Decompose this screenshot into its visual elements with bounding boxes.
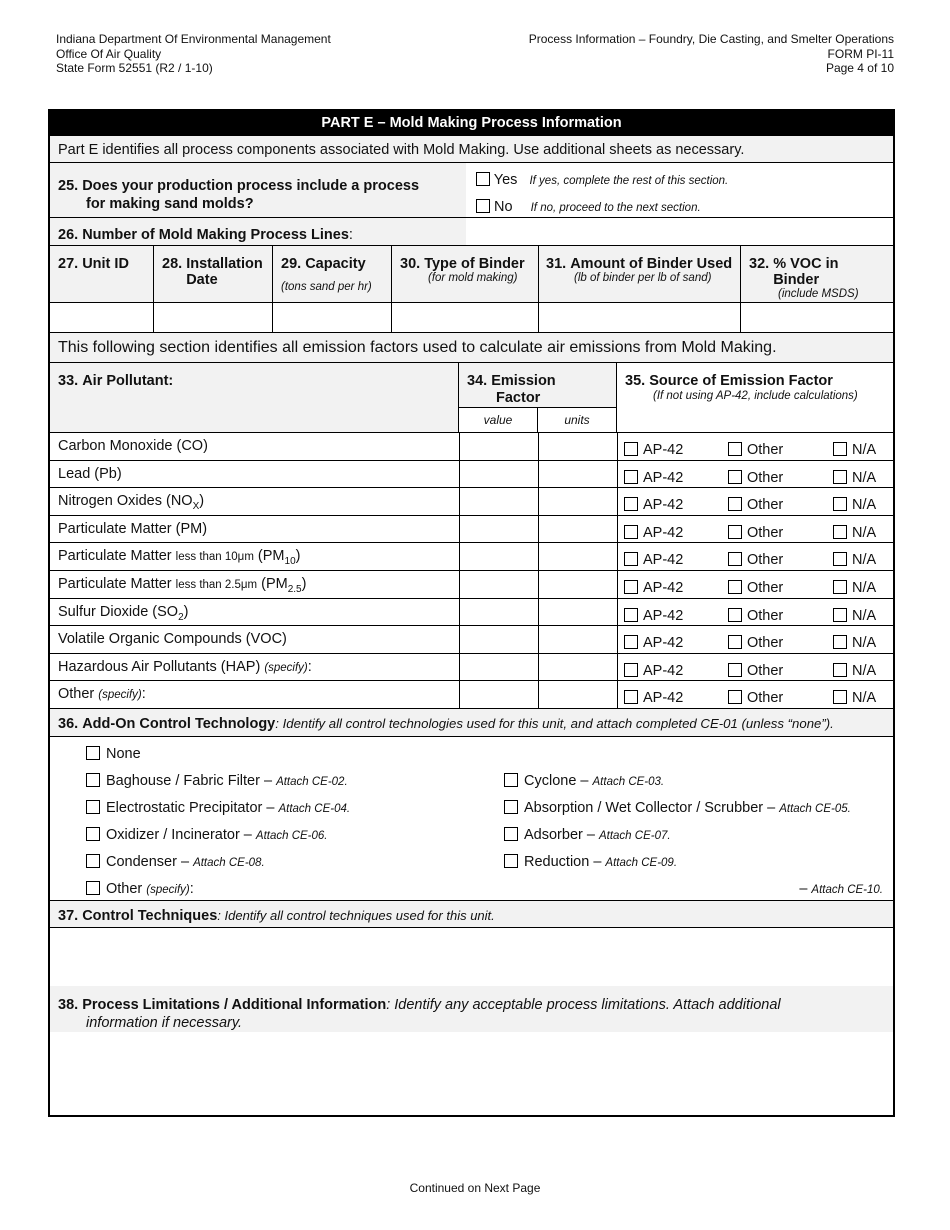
q36-options — [50, 737, 893, 901]
control-option-none[interactable] — [86, 746, 141, 762]
cyclone-checkbox[interactable] — [504, 773, 518, 787]
q34-units-header: units — [564, 413, 590, 427]
pollutant-hap-colon: : — [307, 659, 312, 675]
source-other-checkbox[interactable] — [728, 497, 742, 511]
source-na-checkbox[interactable] — [833, 525, 847, 539]
control-option-other[interactable] — [86, 881, 194, 897]
ef-intro-row — [50, 333, 893, 363]
source-other-option-so2[interactable] — [728, 608, 783, 624]
q26-label: Number of Mold Making Process Lines — [82, 227, 349, 243]
q36-number: 36. — [58, 716, 79, 732]
pollutant-table-header — [50, 363, 893, 433]
source-ap42-option-co[interactable] — [624, 442, 683, 458]
source-ap42-option-pb[interactable] — [624, 470, 683, 486]
q25-text-line2: for making sand molds? — [86, 196, 254, 212]
ef-units-input-hap[interactable] — [539, 654, 617, 680]
pollutant-label — [58, 493, 204, 512]
other-control-checkbox[interactable] — [86, 881, 100, 895]
q38-note-line1: : Identify any acceptable process limitations. Attach additional — [386, 997, 781, 1013]
agency-name: Indiana Department Of Environmental Management — [56, 32, 331, 46]
header-right — [529, 32, 894, 76]
pollutant-other-colon: : — [141, 686, 146, 702]
reduction-dash: – — [589, 854, 606, 870]
col27-label: Unit ID — [82, 256, 129, 272]
ef-units-input-so2[interactable] — [539, 599, 617, 625]
source-na-option-pb[interactable] — [833, 470, 876, 486]
source-other-label: Other — [747, 690, 784, 706]
source-na-checkbox[interactable] — [833, 608, 847, 622]
source-ap42-label: AP-42 — [643, 470, 684, 486]
q36-note: : Identify all control technologies used for this unit, and attach completed CE-01 (unless “none”). — [275, 716, 834, 731]
source-ap42-option-nox[interactable] — [624, 497, 683, 513]
q26-label-cell — [50, 218, 466, 245]
source-ap42-checkbox[interactable] — [624, 580, 638, 594]
oxidizer-attach: Attach CE-06. — [255, 830, 328, 842]
q35-label: Source of Emission Factor — [649, 373, 833, 389]
control-option-baghouse[interactable] — [86, 773, 348, 789]
q25-question — [50, 163, 466, 217]
other-control-specify: (specify) — [146, 884, 190, 896]
absorption-attach: Attach CE-05. — [779, 803, 851, 815]
source-other-label: Other — [747, 442, 784, 458]
pollutant-other-text: Other — [58, 686, 95, 702]
pollutant-so2-sub: 2 — [178, 611, 184, 623]
ef-units-input-pm10[interactable] — [539, 543, 617, 570]
source-na-checkbox[interactable] — [833, 497, 847, 511]
ef-units-input-other[interactable] — [539, 681, 617, 708]
pollutant-pm25-qualifier: less than 2.5μm — [175, 579, 258, 591]
reduction-label: Reduction — [524, 854, 590, 870]
q38-label: Process Limitations / Additional Information — [82, 997, 387, 1013]
pollutant-label — [58, 631, 287, 647]
ef-value-input-pm25[interactable] — [460, 571, 538, 598]
source-ap42-option-voc[interactable] — [624, 635, 683, 651]
yes-note: If yes, complete the rest of this section. — [529, 175, 729, 187]
esp-dash: – — [262, 800, 279, 816]
source-na-checkbox[interactable] — [833, 580, 847, 594]
none-label: None — [106, 746, 141, 762]
absorption-checkbox[interactable] — [504, 800, 518, 814]
source-na-option-pm[interactable] — [833, 525, 876, 541]
yes-checkbox[interactable] — [476, 172, 490, 186]
source-na-label: N/A — [852, 608, 877, 624]
control-option-absorption[interactable] — [504, 800, 851, 816]
source-ap42-label: AP-42 — [643, 608, 684, 624]
pollutant-label — [58, 438, 208, 454]
source-na-label: N/A — [852, 635, 877, 651]
source-ap42-option-hap[interactable] — [624, 663, 683, 679]
source-other-option-co[interactable] — [728, 442, 783, 458]
source-ap42-option-so2[interactable] — [624, 608, 683, 624]
pollutant-hap-text: Hazardous Air Pollutants (HAP) — [58, 659, 261, 675]
esp-checkbox[interactable] — [86, 800, 100, 814]
other-control-label: Other — [106, 881, 143, 897]
col31-sub: (lb of binder per lb of sand) — [574, 272, 712, 284]
other-control-colon: : — [189, 881, 194, 897]
adsorber-attach: Attach CE-07. — [598, 830, 671, 842]
pollutant-pm10-text: Particulate Matter — [58, 548, 176, 564]
source-other-label: Other — [747, 663, 784, 679]
source-other-checkbox[interactable] — [728, 525, 742, 539]
control-option-esp[interactable] — [86, 800, 350, 816]
office-name: Office Of Air Quality — [56, 46, 162, 61]
ef-units-input-co[interactable] — [539, 433, 617, 460]
q34-number: 34. — [467, 373, 488, 389]
voc-percent-input[interactable] — [741, 303, 893, 332]
pollutant-pm25-sub: 2.5 — [287, 583, 302, 595]
col29-number: 29. — [281, 256, 302, 272]
q34-label-line2: Factor — [496, 390, 541, 406]
q26-colon: : — [348, 227, 353, 243]
ef-value-input-pm10[interactable] — [460, 543, 538, 570]
q37-header-row — [50, 901, 893, 928]
col-installation-date — [154, 246, 273, 302]
reduction-checkbox[interactable] — [504, 854, 518, 868]
source-other-label: Other — [747, 635, 784, 651]
divider-units-source — [617, 433, 618, 709]
source-ap42-option-pm[interactable] — [624, 525, 683, 541]
source-na-checkbox[interactable] — [833, 635, 847, 649]
source-ap42-label: AP-42 — [643, 635, 684, 651]
continued-footer: Continued on Next Page — [409, 1181, 541, 1195]
pollutant-label — [58, 548, 300, 567]
pollutant-label — [58, 466, 122, 482]
col30-label: Type of Binder — [424, 256, 525, 272]
form-part-e — [48, 109, 895, 1117]
pollutant-pm25-text: Particulate Matter — [58, 576, 176, 592]
col-unit-id — [50, 246, 154, 302]
col29-label: Capacity — [305, 256, 366, 272]
source-other-checkbox[interactable] — [728, 635, 742, 649]
form-id: FORM PI-11 — [827, 46, 894, 61]
source-other-checkbox[interactable] — [728, 690, 742, 704]
pollutant-label — [58, 659, 312, 675]
source-ap42-label: AP-42 — [643, 442, 684, 458]
oxidizer-checkbox[interactable] — [86, 827, 100, 841]
pollutant-nox-sub: X — [192, 500, 200, 512]
source-ap42-label: AP-42 — [643, 690, 684, 706]
pollutant-so2-close: ) — [183, 604, 189, 620]
adsorber-label: Adsorber — [524, 827, 583, 843]
source-na-option-nox[interactable] — [833, 497, 876, 513]
q38-header-row — [50, 986, 893, 1032]
pollutant-label — [58, 521, 207, 537]
reduction-attach: Attach CE-09. — [605, 857, 678, 869]
intro-text: Part E identifies all process components associated with Mold Making. Use additional sheets as necessary. — [58, 142, 745, 158]
col-binder-amount — [539, 246, 741, 302]
source-ap42-option-pm25[interactable] — [624, 580, 683, 596]
pollutant-hap-specify: (specify) — [264, 662, 308, 674]
source-other-checkbox[interactable] — [728, 663, 742, 677]
source-other-option-pm25[interactable] — [728, 580, 783, 596]
baghouse-label: Baghouse / Fabric Filter — [106, 773, 260, 789]
control-option-adsorber[interactable] — [504, 827, 671, 843]
source-ap42-label: AP-42 — [643, 497, 684, 513]
col-source-factor — [617, 363, 893, 432]
source-ap42-checkbox[interactable] — [624, 470, 638, 484]
ef-value-input-other[interactable] — [460, 681, 538, 708]
source-na-checkbox[interactable] — [833, 552, 847, 566]
col-binder-type — [392, 246, 539, 302]
source-other-label: Other — [747, 580, 784, 596]
pollutant-voc-text: Volatile Organic Compounds (VOC) — [58, 631, 287, 647]
q37-label: Control Techniques — [82, 908, 218, 924]
source-na-label: N/A — [852, 470, 877, 486]
col28-number: 28. — [162, 256, 183, 272]
source-ap42-label: AP-42 — [643, 580, 684, 596]
condenser-label: Condenser — [106, 854, 177, 870]
ef-value-input-nox[interactable] — [460, 488, 538, 515]
ef-units-input-pb[interactable] — [539, 461, 617, 487]
esp-attach: Attach CE-04. — [278, 803, 351, 815]
source-na-label: N/A — [852, 525, 877, 541]
source-na-checkbox[interactable] — [833, 442, 847, 456]
absorption-label: Absorption / Wet Collector / Scrubber — [524, 800, 764, 816]
ef-units-input-pm[interactable] — [539, 516, 617, 542]
q33-number: 33. — [58, 373, 79, 389]
source-other-label: Other — [747, 525, 784, 541]
col-capacity — [273, 246, 392, 302]
source-ap42-checkbox[interactable] — [624, 497, 638, 511]
q36-header-row — [50, 709, 893, 737]
source-ap42-checkbox[interactable] — [624, 690, 638, 704]
source-other-checkbox[interactable] — [728, 442, 742, 456]
intro-row — [50, 136, 893, 163]
pollutant-label — [58, 576, 306, 595]
process-limitations-input[interactable] — [50, 1032, 893, 1115]
none-checkbox[interactable] — [86, 746, 100, 760]
col-voc-percent — [741, 246, 893, 302]
source-other-option-other[interactable] — [728, 690, 783, 706]
source-ap42-label: AP-42 — [643, 552, 684, 568]
col32-number: 32. — [749, 256, 770, 272]
q34-value-header: value — [483, 413, 513, 427]
baghouse-dash: – — [259, 773, 277, 789]
source-na-label: N/A — [852, 442, 877, 458]
source-other-label: Other — [747, 497, 784, 513]
source-na-label: N/A — [852, 690, 877, 706]
q25-yes-option[interactable] — [476, 172, 728, 188]
source-other-label: Other — [747, 552, 784, 568]
condenser-attach: Attach CE-08. — [193, 857, 265, 869]
source-other-option-voc[interactable] — [728, 635, 783, 651]
q25-number: 25. — [58, 178, 79, 194]
control-option-condenser[interactable] — [86, 854, 265, 870]
source-other-checkbox[interactable] — [728, 608, 742, 622]
col30-sub: (for mold making) — [428, 272, 518, 284]
oxidizer-label: Oxidizer / Incinerator — [106, 827, 240, 843]
pollutant-pm25-close: ) — [301, 576, 307, 592]
col30-number: 30. — [400, 256, 421, 272]
cyclone-label: Cyclone — [524, 773, 577, 789]
source-na-checkbox[interactable] — [833, 690, 847, 704]
source-ap42-option-pm10[interactable] — [624, 552, 683, 568]
condenser-dash: – — [176, 854, 194, 870]
installation-date-input[interactable] — [154, 303, 273, 332]
col29-sub: (tons sand per hr) — [281, 281, 372, 293]
source-na-option-pm10[interactable] — [833, 552, 876, 568]
col32-label: % VOC in Binder — [773, 256, 839, 288]
pollutant-other-specify: (specify) — [98, 689, 142, 701]
oxidizer-dash: – — [239, 827, 256, 843]
pollutant-pm10-qualifier: less than 10μm — [175, 551, 254, 563]
state-form-number: State Form 52551 (R2 / 1-10) — [56, 61, 213, 76]
ef-value-input-pb[interactable] — [460, 461, 538, 487]
absorption-dash: – — [763, 800, 780, 816]
source-other-option-nox[interactable] — [728, 497, 783, 513]
control-option-cyclone[interactable] — [504, 773, 664, 789]
q25-row — [50, 163, 893, 218]
other-control-attach: Attach CE-10. — [811, 884, 883, 896]
q26-number: 26. — [58, 227, 79, 243]
q26-input[interactable] — [466, 218, 893, 245]
document-title: Process Information – Foundry, Die Casting, and Smelter Operations — [528, 32, 894, 46]
source-na-label: N/A — [852, 497, 877, 513]
ef-units-input-nox[interactable] — [539, 488, 617, 515]
binder-type-input[interactable] — [392, 303, 539, 332]
source-na-option-pm25[interactable] — [833, 580, 876, 596]
source-na-option-hap[interactable] — [833, 663, 876, 679]
source-other-checkbox[interactable] — [728, 470, 742, 484]
q25-text-line1: Does your production process include a process — [82, 178, 420, 194]
ef-value-input-voc[interactable] — [460, 626, 538, 653]
pollutant-pm10-sub: 10 — [284, 555, 296, 567]
q38-number: 38. — [58, 997, 79, 1013]
source-other-option-pm[interactable] — [728, 525, 783, 541]
q35-number: 35. — [625, 373, 646, 389]
source-other-option-pb[interactable] — [728, 470, 783, 486]
no-label: No — [494, 199, 513, 215]
ef-units-input-voc[interactable] — [539, 626, 617, 653]
source-na-checkbox[interactable] — [833, 470, 847, 484]
pollutant-pm10-close: ) — [295, 548, 301, 564]
source-na-option-so2[interactable] — [833, 608, 876, 624]
col31-label: Amount of Binder Used — [570, 256, 733, 272]
ef-value-input-hap[interactable] — [460, 654, 538, 680]
cyclone-attach: Attach CE-03. — [592, 776, 665, 788]
pollutant-pb-text: Lead (Pb) — [58, 466, 122, 482]
q33-label: Air Pollutant: — [82, 373, 174, 389]
source-other-option-hap[interactable] — [728, 663, 783, 679]
binder-amount-input[interactable] — [539, 303, 741, 332]
unit-id-input[interactable] — [50, 303, 154, 332]
part-title: PART E – Mold Making Process Information — [50, 111, 893, 136]
source-na-label: N/A — [852, 580, 877, 596]
source-na-option-other[interactable] — [833, 690, 876, 706]
source-ap42-checkbox[interactable] — [624, 442, 638, 456]
source-ap42-label: AP-42 — [643, 663, 684, 679]
no-note: If no, proceed to the next section. — [530, 202, 701, 214]
header-left — [56, 32, 331, 76]
other-attach-dash: – — [799, 881, 812, 897]
unit-data-row — [50, 303, 893, 333]
source-na-label: N/A — [852, 552, 877, 568]
q36-label: Add-On Control Technology — [82, 716, 276, 732]
baghouse-checkbox[interactable] — [86, 773, 100, 787]
col31-number: 31. — [546, 256, 567, 272]
col27-number: 27. — [58, 256, 79, 272]
source-other-checkbox[interactable] — [728, 580, 742, 594]
no-checkbox[interactable] — [476, 199, 490, 213]
ef-value-input-so2[interactable] — [460, 599, 538, 625]
control-techniques-input[interactable] — [50, 928, 893, 986]
pollutant-pm25-abbr: (PM — [257, 576, 288, 592]
col32-sub: (include MSDS) — [778, 288, 859, 300]
source-na-option-voc[interactable] — [833, 635, 876, 651]
control-option-oxidizer[interactable] — [86, 827, 328, 843]
q37-number: 37. — [58, 908, 79, 924]
other-control-attach-note — [799, 881, 883, 897]
ef-value-input-co[interactable] — [460, 433, 538, 460]
col28-label: Installation Date — [186, 256, 263, 288]
baghouse-attach: Attach CE-02. — [276, 776, 348, 788]
pollutant-so2-text: Sulfur Dioxide (SO — [58, 604, 179, 620]
source-ap42-checkbox[interactable] — [624, 635, 638, 649]
source-ap42-checkbox[interactable] — [624, 525, 638, 539]
capacity-input[interactable] — [273, 303, 392, 332]
source-other-label: Other — [747, 470, 784, 486]
source-other-label: Other — [747, 608, 784, 624]
condenser-checkbox[interactable] — [86, 854, 100, 868]
source-na-checkbox[interactable] — [833, 663, 847, 677]
source-ap42-option-other[interactable] — [624, 690, 683, 706]
cyclone-dash: – — [576, 773, 593, 789]
col-air-pollutant — [50, 363, 459, 432]
source-other-checkbox[interactable] — [728, 552, 742, 566]
q38-note-line2: information if necessary. — [86, 1015, 243, 1031]
source-ap42-checkbox[interactable] — [624, 663, 638, 677]
adsorber-dash: – — [582, 827, 599, 843]
source-na-label: N/A — [852, 663, 877, 679]
q37-note: : Identify all control techniques used for this unit. — [217, 908, 495, 923]
q34-label-line1: Emission — [491, 373, 556, 389]
yes-label: Yes — [493, 172, 518, 188]
adsorber-checkbox[interactable] — [504, 827, 518, 841]
source-ap42-label: AP-42 — [643, 525, 684, 541]
source-ap42-checkbox[interactable] — [624, 608, 638, 622]
pollutant-nox-close: ) — [199, 493, 205, 509]
esp-label: Electrostatic Precipitator — [106, 800, 263, 816]
source-other-option-pm10[interactable] — [728, 552, 783, 568]
source-na-option-co[interactable] — [833, 442, 876, 458]
ef-units-input-pm25[interactable] — [539, 571, 617, 598]
col-emission-factor — [459, 363, 617, 432]
control-option-reduction[interactable] — [504, 854, 677, 870]
pollutant-nox-text: Nitrogen Oxides (NO — [58, 493, 193, 509]
ef-intro-text: This following section identifies all emission factors used to calculate air emissions from Mold Making. — [58, 339, 777, 356]
ef-value-input-pm[interactable] — [460, 516, 538, 542]
pollutant-label — [58, 686, 146, 702]
q26-row — [50, 218, 893, 246]
pollutant-co-text: Carbon Monoxide (CO) — [58, 438, 208, 454]
unit-table-header — [50, 246, 893, 303]
pollutant-label — [58, 604, 188, 623]
q35-note: (If not using AP-42, include calculations) — [653, 390, 858, 402]
source-ap42-checkbox[interactable] — [624, 552, 638, 566]
page-number: Page 4 of 10 — [825, 61, 894, 76]
q25-no-option[interactable] — [476, 199, 701, 215]
pollutant-pm10-abbr: (PM — [253, 548, 285, 564]
pollutant-pm-text: Particulate Matter (PM) — [58, 521, 208, 537]
